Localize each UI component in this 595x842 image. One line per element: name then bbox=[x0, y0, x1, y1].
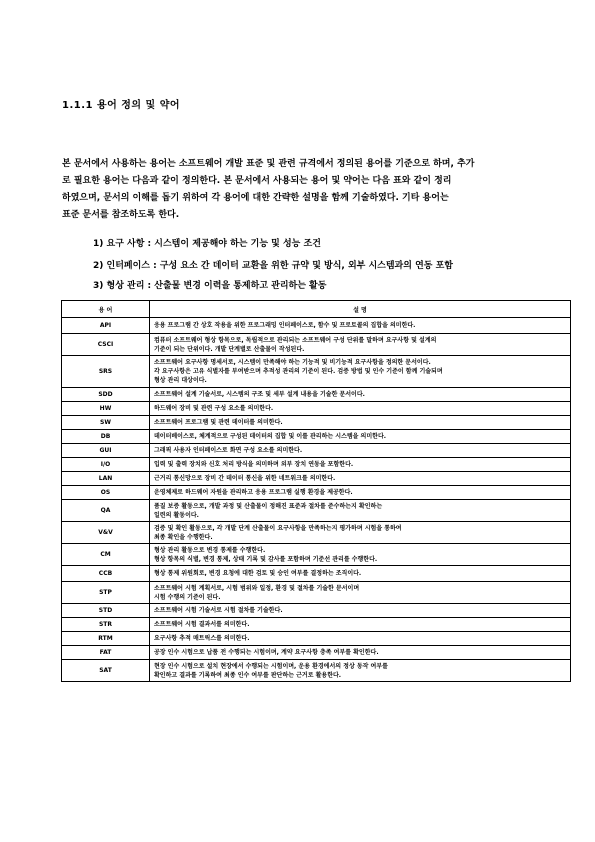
term-cell: I/O bbox=[62, 458, 150, 472]
description-cell bbox=[150, 544, 571, 566]
intro-line: 로 필요한 용어는 다음과 같이 정의한다. 본 문서에서 사용되는 용어 및 약어는 다음 표와 같이 정리 bbox=[62, 176, 452, 186]
description-line: 각 요구사항은 고유 식별자를 부여받으며 추적성 관리의 기준이 된다. 검증 방법 및 인수 기준이 함께 기술되며 bbox=[154, 368, 443, 375]
table-row bbox=[62, 500, 571, 522]
term-cell: STR bbox=[62, 618, 150, 632]
description-line: 소프트웨어 시험 결과서를 의미한다. bbox=[154, 621, 250, 628]
description-cell bbox=[150, 402, 571, 416]
description-line: 현장 인수 시험으로 설치 현장에서 수행되는 시험이며, 운용 환경에서의 정상 동작 여부를 bbox=[154, 662, 388, 670]
description-cell bbox=[150, 356, 571, 388]
description-line: 컴퓨터 소프트웨어 형상 항목으로, 독립적으로 관리되는 소프트웨어 구성 단위를 말하며 요구사항 및 설계의 bbox=[154, 336, 437, 344]
terms-table bbox=[61, 300, 571, 682]
table-row bbox=[62, 632, 571, 646]
term-cell: RTM bbox=[62, 632, 150, 646]
description-line: 소프트웨어 프로그램 및 관련 데이터를 의미한다. bbox=[154, 419, 283, 426]
intro-paragraph bbox=[62, 156, 548, 224]
table-row bbox=[62, 356, 571, 388]
table-row bbox=[62, 334, 571, 356]
term-cell: SDD bbox=[62, 388, 150, 402]
table-row bbox=[62, 582, 571, 604]
intro-line: 하였으며, 문서의 이해를 돕기 위하여 각 용어에 대한 간략한 설명을 함께 기술하였다. 기타 용어는 bbox=[62, 193, 449, 203]
description-line: 품질 보증 활동으로, 개발 과정 및 산출물이 정해진 표준과 절차를 준수하는지 확인하는 bbox=[154, 502, 383, 510]
description-cell bbox=[150, 632, 571, 646]
description-line: 검증 및 확인 활동으로, 각 개발 단계 산출물이 요구사항을 만족하는지 평가하며 시험을 통하여 bbox=[154, 524, 402, 532]
term-cell: GUI bbox=[62, 444, 150, 458]
table-row bbox=[62, 544, 571, 566]
table-row bbox=[62, 646, 571, 660]
term-cell: CM bbox=[62, 544, 150, 566]
description-line: 소프트웨어 시험 기술서로 시험 절차를 기술한다. bbox=[154, 607, 283, 614]
table-row bbox=[62, 604, 571, 618]
term-cell: CSCI bbox=[62, 334, 150, 356]
description-line: 그래픽 사용자 인터페이스로 화면 구성 요소를 의미한다. bbox=[154, 447, 303, 454]
table-row bbox=[62, 416, 571, 430]
header-description: 설 명 bbox=[150, 301, 571, 318]
term-cell: OS bbox=[62, 486, 150, 500]
term-cell: STD bbox=[62, 604, 150, 618]
description-line: 하드웨어 장비 및 관련 구성 요소를 의미한다. bbox=[154, 405, 274, 412]
table-row bbox=[62, 402, 571, 416]
term-cell: QA bbox=[62, 500, 150, 522]
table-row bbox=[62, 444, 571, 458]
table-row bbox=[62, 660, 571, 682]
description-line: 확인하고 결과를 기록하여 최종 인수 여부를 판단하는 근거로 활용한다. bbox=[154, 671, 342, 679]
description-line: 형상 관리 활동으로 변경 통제를 수행한다. bbox=[154, 546, 266, 554]
description-cell bbox=[150, 388, 571, 402]
description-line: 형상 항목의 식별, 변경 통제, 상태 기록 및 감사를 포함하며 기준선 관리를 수행한다. bbox=[154, 555, 378, 563]
table-body bbox=[62, 318, 571, 682]
description-cell bbox=[150, 646, 571, 660]
description-cell bbox=[150, 604, 571, 618]
description-cell bbox=[150, 472, 571, 486]
description-line: 근거리 통신망으로 장비 간 데이터 통신을 위한 네트워크를 의미한다. bbox=[154, 475, 336, 482]
description-line: 입력 및 출력 장치와 신호 처리 방식을 의미하며 외부 장치 연동을 포함한다. bbox=[154, 461, 354, 468]
table-row bbox=[62, 472, 571, 486]
description-cell bbox=[150, 318, 571, 334]
description-cell bbox=[150, 486, 571, 500]
description-cell bbox=[150, 500, 571, 522]
description-line: 운영체제로 하드웨어 자원을 관리하고 응용 프로그램 실행 환경을 제공한다. bbox=[154, 489, 353, 496]
description-line: 기준이 되는 단위이다. 개발 단계별로 산출물이 작성된다. bbox=[154, 345, 305, 353]
term-cell: CCB bbox=[62, 566, 150, 582]
description-cell bbox=[150, 416, 571, 430]
section-heading: 1.1.1 용어 정의 및 약어 bbox=[62, 100, 181, 111]
term-cell: STP bbox=[62, 582, 150, 604]
description-line: 소프트웨어 요구사항 명세서로, 시스템이 만족해야 하는 기능적 및 비기능적 요구사항을 정의한 문서이다. bbox=[154, 359, 431, 366]
term-cell: LAN bbox=[62, 472, 150, 486]
description-line: 소프트웨어 설계 기술서로, 시스템의 구조 및 세부 설계 내용을 기술한 문서이다. bbox=[154, 391, 365, 398]
intro-line: 본 문서에서 사용하는 용어는 소프트웨어 개발 표준 및 관련 규격에서 정의된 용어를 기준으로 하며, 추가 bbox=[62, 159, 475, 169]
term-cell: SAT bbox=[62, 660, 150, 682]
term-cell: SW bbox=[62, 416, 150, 430]
table-row bbox=[62, 618, 571, 632]
description-cell bbox=[150, 444, 571, 458]
definition-item: 2) 인터페이스 : 구성 요소 간 데이터 교환을 위한 규약 및 방식, 외부 시스템과의 연동 포함 bbox=[93, 261, 453, 271]
definition-item: 1) 요구 사항 : 시스템이 제공해야 하는 기능 및 성능 조건 bbox=[93, 239, 321, 249]
intro-line: 표준 문서를 참조하도록 한다. bbox=[62, 210, 180, 220]
term-cell: V&V bbox=[62, 522, 150, 544]
description-line: 요구사항 추적 매트릭스를 의미한다. bbox=[154, 635, 250, 642]
table-row bbox=[62, 318, 571, 334]
term-cell: DB bbox=[62, 430, 150, 444]
description-cell bbox=[150, 522, 571, 544]
term-cell: SRS bbox=[62, 356, 150, 388]
description-line: 형상 관리 대상이다. bbox=[154, 377, 207, 384]
description-line: 형상 통제 위원회로, 변경 요청에 대한 검토 및 승인 여부를 결정하는 조직이다. bbox=[154, 570, 362, 577]
description-line: 응용 프로그램 간 상호 작용을 위한 프로그래밍 인터페이스로, 함수 및 프로토콜의 집합을 의미한다. bbox=[154, 322, 416, 329]
description-cell bbox=[150, 566, 571, 582]
description-line: 데이터베이스로, 체계적으로 구성된 데이터의 집합 및 이를 관리하는 시스템을 의미한다. bbox=[154, 433, 387, 440]
description-cell bbox=[150, 582, 571, 604]
table-row bbox=[62, 430, 571, 444]
term-cell: HW bbox=[62, 402, 150, 416]
header-term: 용 어 bbox=[62, 301, 150, 318]
table-header-row bbox=[62, 301, 571, 318]
description-line: 최종 확인을 수행한다. bbox=[154, 533, 213, 541]
table-row bbox=[62, 388, 571, 402]
table-row bbox=[62, 566, 571, 582]
table-row bbox=[62, 458, 571, 472]
term-cell: API bbox=[62, 318, 150, 334]
table-row bbox=[62, 486, 571, 500]
term-cell: FAT bbox=[62, 646, 150, 660]
description-cell bbox=[150, 430, 571, 444]
description-line: 소프트웨어 시험 계획서로, 시험 범위와 일정, 환경 및 절차를 기술한 문서이며 bbox=[154, 584, 360, 592]
description-cell bbox=[150, 334, 571, 356]
table-row bbox=[62, 522, 571, 544]
description-line: 시험 수행의 기준이 된다. bbox=[154, 593, 221, 601]
description-line: 일련의 활동이다. bbox=[154, 511, 199, 519]
description-line: 공장 인수 시험으로 납품 전 수행되는 시험이며, 계약 요구사항 충족 여부를 확인한다. bbox=[154, 649, 379, 656]
description-cell bbox=[150, 660, 571, 682]
description-cell bbox=[150, 618, 571, 632]
definition-item: 3) 형상 관리 : 산출물 변경 이력을 통제하고 관리하는 활동 bbox=[93, 281, 327, 291]
description-cell bbox=[150, 458, 571, 472]
